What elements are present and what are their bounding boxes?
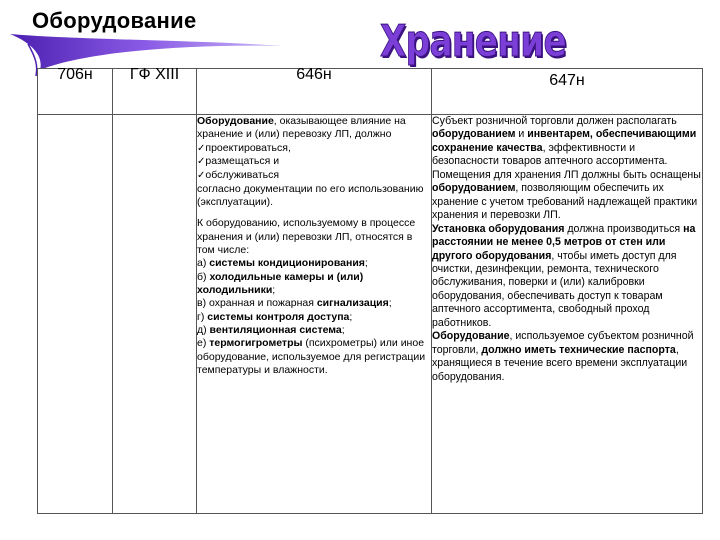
list-item: а) системы кондиционирования; xyxy=(197,257,368,270)
text-block-647-4: Оборудование, используемое субъектом розничной торговли, должно иметь технические паспорта, хранящиеся в течение всего времени эксплуатации оборудования. xyxy=(432,330,694,383)
list-item: б) холодильные камеры и (или) холодильники; xyxy=(197,270,364,297)
checkmark-icon: ✓ xyxy=(197,170,206,182)
cell-gf13 xyxy=(113,115,197,514)
table-header-row xyxy=(38,69,703,115)
text-block-647-1: Субъект розничной торговли должен располагать оборудованием и инвентарем, обеспечивающими сохранение качества, эффективности и безопасности товаров аптечного ассортимента. xyxy=(432,115,697,168)
cell-646n xyxy=(197,115,432,514)
list-item: д) вентиляционная система; xyxy=(197,324,345,336)
page-title: Оборудование xyxy=(32,8,197,33)
cell-706n xyxy=(38,115,113,514)
logo-title: Хранение xyxy=(380,16,566,67)
list-item: в) охранная и пожарная сигнализация; xyxy=(197,297,392,310)
comparison-table xyxy=(37,68,703,514)
column-header-647n: 647н xyxy=(432,69,703,115)
column-header-646n: 646н xyxy=(197,69,432,115)
table-row xyxy=(38,115,703,514)
cell-647n xyxy=(432,115,703,514)
text-block-647-2: Помещения для хранения ЛП должны быть оснащены оборудованием, позволяющим обеспечить их хранение с учетом требований надлежащей практики хранения и перевозки ЛП. xyxy=(432,168,701,222)
checkmark-icon: ✓ xyxy=(197,156,206,168)
checkmark-icon: ✓ xyxy=(197,142,206,154)
text-block-647-3: Установка оборудования должна производиться на расстоянии не менее 0,5 метров от стен или другого оборудования, чтобы иметь доступ для очистки, дезинфекции, ремонта, технического обслуживания, поверки и (или) калибровки оборудования, обеспечивать доступ к товарам аптечного ассортимента, свободный проход работников. xyxy=(432,222,696,329)
column-header-706n: 706н xyxy=(38,69,113,115)
list-item: е) термогигрометры (психрометры) или иное оборудование, используемое для регистрации температуры и влажности. xyxy=(197,337,426,376)
text-block-646-2: К оборудованию, используемому в процессе хранения и (или) перевозки ЛП, относятся в том числе: а) системы кондиционирования; б) холодильные камеры и (или) холодильники; в) охранная и пожарная сигнализация; г) системы контроля доступа; д) вентиляционная система; е) термогигрометры (психрометры) или иное оборудование, используемое для регистрации температуры и влажности. xyxy=(197,217,426,376)
text-block-646-1: Оборудование, оказывающее влияние на хранение и (или) перевозку ЛП, должно ✓проектироваться, ✓размещаться и ✓обслуживаться согласно документации по его использованию (эксплуатации). xyxy=(197,115,424,209)
column-header-gf13: ГФ XIII xyxy=(113,69,197,115)
list-item: г) системы контроля доступа; xyxy=(197,310,353,323)
